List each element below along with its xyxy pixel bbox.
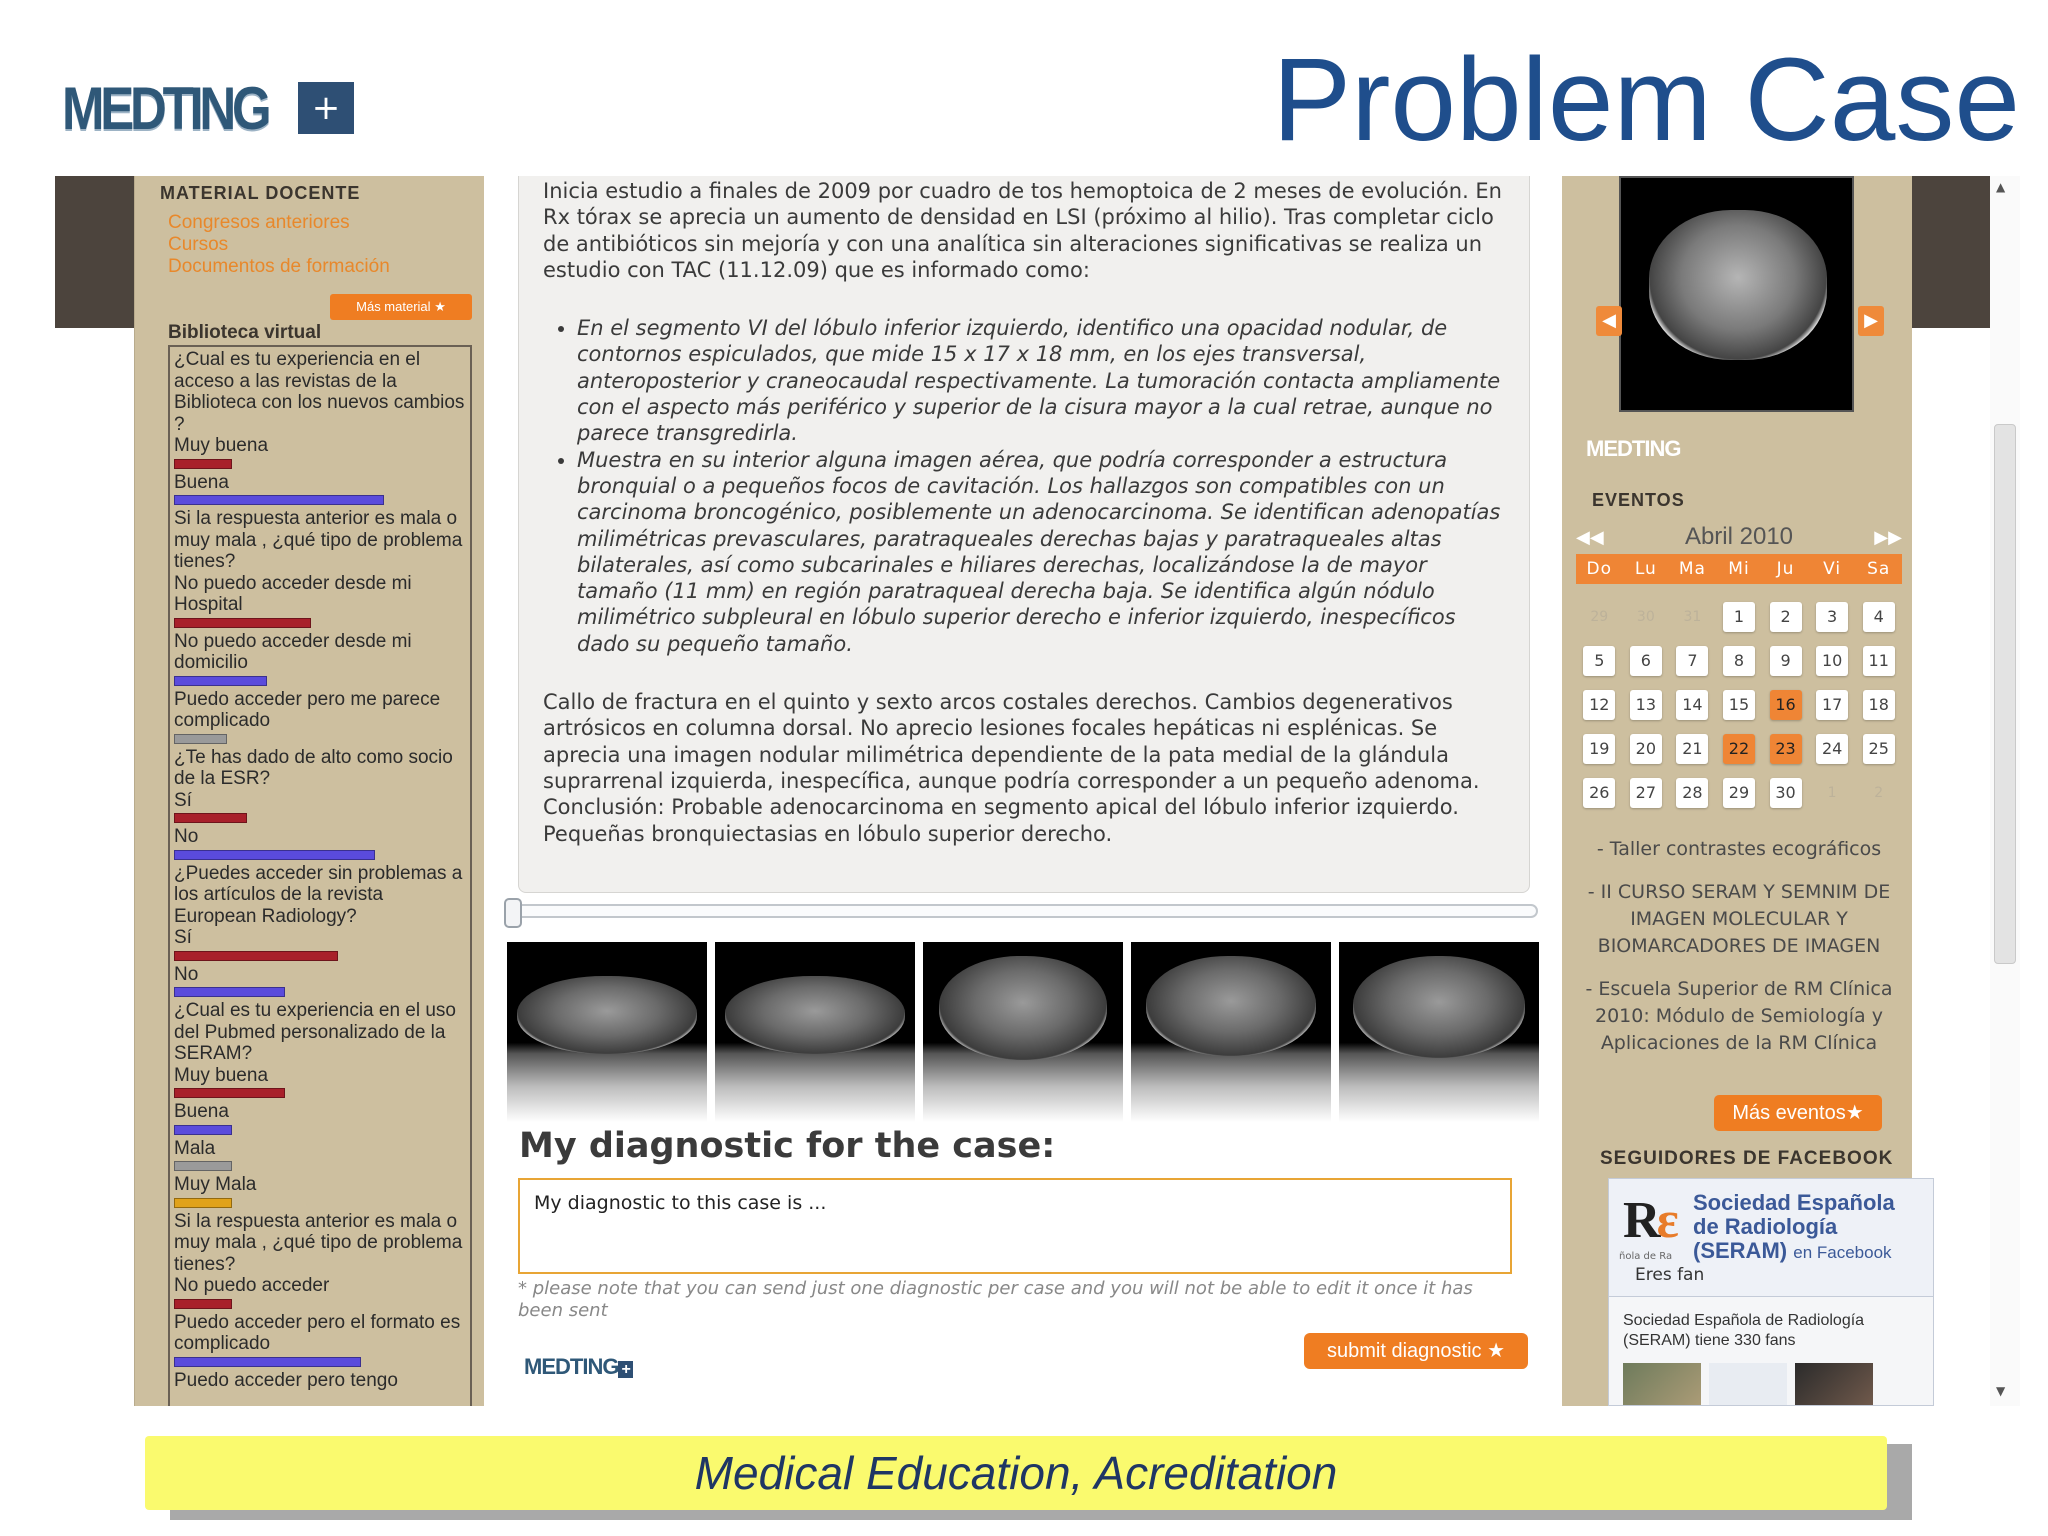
case-finding: • Muestra en su interior alguna imagen aérea, que podría corresponder a estructura bronquial o a pequeños focos de cavitación. Los hallazgos son compatibles con un carcinoma broncogénico, posiblemente un adenocarcinoma. Se identifican adenopatías milimétricas prevasculares, paratraqueales derechas bajas y paratraqueales altas bilaterales, así como subcarinales e hiliares derechas, localizándose la de mayor tamaño (11 mm) en región paratraqueal derecha baja. Se identifica algún nódulo milimétrico subpleural en lóbulo superior derecho e inferior izquierdo, inespecíficos dado su pequeño tamaño. — [577, 447, 1505, 657]
medting-logo — [62, 74, 341, 142]
calendar-day: 31 — [1683, 609, 1702, 625]
poll-result-bar — [174, 1161, 232, 1171]
case-findings-list — [577, 315, 1505, 657]
poll-option[interactable]: No puedo acceder desde mi domicilio — [174, 630, 412, 673]
calendar-day: 1 — [1827, 785, 1837, 801]
case-text-panel — [518, 176, 1530, 893]
weekday-label: Ju — [1776, 559, 1795, 579]
material-docente-heading: MATERIAL DOCENTE — [160, 183, 361, 203]
more-material-button[interactable] — [330, 294, 472, 320]
avatar[interactable] — [1795, 1363, 1873, 1406]
poll-option[interactable]: No — [174, 826, 199, 847]
poll-result-bar — [174, 850, 375, 860]
footer-logo-text: MEDTING — [524, 1354, 619, 1379]
calendar-day[interactable]: 25 — [1863, 734, 1895, 764]
plus-icon: + — [298, 82, 354, 134]
calendar-day[interactable]: 24 — [1816, 734, 1848, 764]
star-icon: ★ — [1487, 1340, 1506, 1362]
poll-option[interactable]: Puedo acceder pero me parece complicado — [174, 688, 441, 731]
case-intro: Inicia estudio a finales de 2009 por cuadro de tos hemoptoica de 2 meses de evolución. En Rx tórax se aprecia un aumento de densidad en LSI (próximo al hilio). Tras completar ciclo de antibióticos sin mejoría y con una analítica sin alteraciones significativas se realiza un estudio con TAC (11.12.09) que es informado como: — [543, 179, 1502, 282]
poll-result-bar — [174, 618, 311, 628]
scrollbar-thumb[interactable] — [1994, 424, 2016, 964]
poll-question: ¿Cual es tu experiencia en el uso del Pubmed personalizado de la SERAM? — [174, 1000, 456, 1064]
case-finding: • En el segmento VI del lóbulo inferior izquierdo, identifico una opacidad nodular, de contornos espiculados, que mide 15 x 17 x 18 mm, en los ejes transversal, anteroposterior y craneocaudal respectivamente. La tumoración contacta ampliamente con el aspecto más periférico y superior de la cisura mayor a la cual retrae, aunque no parece transgredirla. — [577, 315, 1505, 446]
more-material-label: Más material — [356, 299, 431, 314]
header-band-right — [1912, 176, 1990, 328]
poll-option[interactable]: No puedo acceder desde mi Hospital — [174, 572, 412, 615]
ct-thumbnail[interactable] — [1131, 942, 1331, 1122]
calendar-day-event[interactable]: 16 — [1770, 690, 1802, 720]
poll-option[interactable]: Mala — [174, 1137, 216, 1159]
calendar-day[interactable]: 3 — [1816, 602, 1848, 632]
weekday-label: Lu — [1634, 559, 1657, 579]
prev-image-arrow[interactable]: ◀ — [1596, 306, 1622, 336]
fb-org-name: Sociedad Española de Radiología (SERAM) — [1693, 1190, 1895, 1263]
fb-logo-caption: ñola de Ra — [1619, 1251, 1673, 1262]
calendar-day[interactable]: 12 — [1583, 690, 1615, 720]
avatar[interactable] — [1709, 1363, 1787, 1406]
poll-result-bar — [174, 734, 227, 744]
poll-result-bar — [174, 1088, 285, 1098]
calendar-day[interactable]: 1 — [1723, 602, 1755, 632]
calendar-day[interactable]: 21 — [1676, 734, 1708, 764]
poll-question: ¿Puedes acceder sin problemas a los artículos de la revista European Radiology? — [174, 862, 463, 927]
ct-thumbnail[interactable] — [715, 942, 915, 1122]
calendar-prev-icon[interactable]: ◀◀ — [1576, 526, 1604, 547]
event-calendar — [1576, 520, 1902, 808]
next-image-arrow[interactable]: ▶ — [1858, 306, 1884, 336]
ct-thumbnail[interactable] — [507, 942, 707, 1122]
calendar-day[interactable]: 18 — [1863, 690, 1895, 720]
poll-option[interactable]: Buena — [174, 471, 229, 493]
weekday-label: Sa — [1867, 559, 1891, 579]
submit-label: submit diagnostic — [1326, 1340, 1482, 1362]
ct-thumbnail-strip — [507, 942, 1539, 1122]
more-events-button[interactable] — [1714, 1095, 1882, 1131]
calendar-day[interactable]: 11 — [1863, 646, 1895, 676]
plus-icon: + — [618, 1361, 632, 1378]
calendar-day[interactable]: 5 — [1583, 646, 1615, 676]
calendar-day-event[interactable]: 23 — [1770, 734, 1802, 764]
slide-title: Problem Case — [1272, 34, 2020, 166]
poll-option[interactable]: Buena — [174, 1101, 229, 1122]
fb-fan-count: Sociedad Española de Radiología (SERAM) tiene 330 fans — [1623, 1312, 1865, 1349]
calendar-day[interactable]: 2 — [1770, 602, 1802, 632]
calendar-day[interactable]: 20 — [1630, 734, 1662, 764]
image-slider-handle[interactable] — [504, 898, 522, 928]
avatar[interactable] — [1623, 1363, 1701, 1406]
event-item[interactable]: - Escuela Superior de RM Clínica 2010: Módulo de Semiología y Aplicaciones de la RM Clínica — [1585, 978, 1893, 1054]
event-item[interactable]: - II CURSO SERAM Y SEMNIM DE IMAGEN MOLECULAR Y BIOMARCADORES DE IMAGEN — [1587, 881, 1891, 957]
calendar-day[interactable]: 28 — [1676, 778, 1708, 808]
case-closing: Callo de fractura en el quinto y sexto arcos costales derechos. Cambios degenerativos artrósicos en columna dorsal. No aprecio lesiones focales hepáticas ni esplénicas. Se aprecia una imagen nodular milimétrica dependiente de la pata medial de la glándula suprarrenal izquierda, inespecífica, aunque podría corresponder a un pequeño adenoma. Conclusión: Probable adenocarcinoma en segmento apical del lóbulo inferior izquierdo. Pequeñas bronquiectasias en lóbulo superior derecho. — [543, 690, 1480, 846]
calendar-day[interactable]: 15 — [1723, 690, 1755, 720]
calendar-weekdays — [1576, 554, 1902, 584]
diagnostic-heading: My diagnostic for the case: — [519, 1126, 1056, 1166]
link-cursos[interactable]: Cursos — [168, 234, 229, 255]
facebook-widget — [1608, 1178, 1934, 1406]
calendar-month: Abril 2010 — [1684, 523, 1794, 550]
weekday-label: Ma — [1678, 559, 1706, 579]
fb-fan-avatars — [1623, 1363, 1873, 1406]
seram-logo-icon: Rε — [1623, 1192, 1675, 1249]
event-item[interactable]: - Taller contrastes ecográficos — [1596, 838, 1882, 860]
diagnostic-input[interactable] — [518, 1178, 1512, 1274]
logo-text: MEDTING — [62, 74, 268, 142]
poll-list — [168, 345, 472, 1406]
poll-question: ¿Cual es tu experiencia en el acceso a las revistas de la Biblioteca con los nuevos cambios ? — [174, 349, 465, 435]
poll-result-bar — [174, 951, 338, 961]
poll-question: Puedo acceder pero tengo — [174, 1369, 398, 1391]
event-list — [1578, 836, 1900, 1057]
biblioteca-heading: Biblioteca virtual — [168, 322, 322, 343]
poll-option[interactable]: Sí — [174, 927, 192, 948]
poll-result-bar — [174, 813, 247, 823]
featured-ct-image — [1619, 176, 1854, 412]
calendar-day[interactable]: 6 — [1630, 646, 1662, 676]
calendar-day: 2 — [1874, 785, 1884, 801]
poll-option[interactable]: No — [174, 963, 199, 985]
poll-result-bar — [174, 1299, 232, 1309]
calendar-day[interactable]: 9 — [1770, 646, 1802, 676]
submit-diagnostic-button[interactable] — [1304, 1333, 1528, 1369]
image-slider-track[interactable] — [508, 904, 1538, 918]
calendar-day[interactable]: 29 — [1723, 778, 1755, 808]
poll-result-bar — [174, 1125, 232, 1135]
calendar-day: 29 — [1590, 609, 1609, 625]
ct-thumbnail[interactable] — [1339, 942, 1539, 1122]
more-events-label: Más eventos — [1732, 1102, 1846, 1124]
poll-result-bar — [174, 1357, 361, 1367]
poll-option[interactable]: No puedo acceder — [174, 1275, 330, 1296]
calendar-day[interactable]: 8 — [1723, 646, 1755, 676]
facebook-heading: SEGUIDORES DE FACEBOOK — [1600, 1148, 1894, 1169]
star-icon: ★ — [434, 299, 446, 314]
poll-result-bar — [174, 1198, 232, 1208]
poll-option[interactable]: Muy buena — [174, 435, 269, 456]
calendar-day[interactable]: 10 — [1816, 646, 1848, 676]
poll-question: Si la respuesta anterior es mala o muy mala , ¿qué tipo de problema tienes? — [174, 508, 463, 572]
calendar-day[interactable]: 4 — [1863, 602, 1895, 632]
calendar-day[interactable]: 19 — [1583, 734, 1615, 764]
calendar-day[interactable]: 7 — [1676, 646, 1708, 676]
calendar-day[interactable]: 13 — [1630, 690, 1662, 720]
facebook-header — [1609, 1179, 1933, 1297]
poll-result-bar — [174, 459, 232, 469]
calendar-day[interactable]: 14 — [1676, 690, 1708, 720]
material-links — [168, 212, 390, 278]
scroll-down-icon[interactable]: ▼ — [1996, 1384, 2006, 1398]
link-congresos[interactable]: Congresos anteriores — [168, 212, 350, 233]
calendar-day[interactable]: 30 — [1770, 778, 1802, 808]
poll-option[interactable]: Muy Mala — [174, 1174, 257, 1195]
poll-question: Si la respuesta anterior es mala o muy mala , ¿qué tipo de problema tienes? — [174, 1210, 463, 1275]
weekday-label: Mi — [1728, 559, 1750, 579]
slide-banner: Medical Education, Acreditation — [145, 1436, 1887, 1510]
poll-option[interactable]: Sí — [174, 789, 192, 811]
calendar-day: 30 — [1636, 609, 1655, 625]
poll-option[interactable]: Muy buena — [174, 1064, 269, 1086]
brand-logo: MEDTING — [1586, 436, 1681, 461]
poll-result-bar — [174, 987, 285, 997]
star-icon: ★ — [1845, 1102, 1864, 1124]
poll-question: ¿Te has dado de alto como socio de la ESR? — [174, 746, 453, 789]
weekday-label: Vi — [1823, 559, 1842, 579]
footer-logo — [524, 1354, 633, 1380]
eventos-heading: EVENTOS — [1592, 490, 1685, 510]
poll-result-bar — [174, 495, 384, 505]
diagnostic-note: * please note that you can send just one diagnostic per case and you will not be able to edit it once it has been sent — [518, 1278, 1473, 1321]
calendar-day[interactable]: 26 — [1583, 778, 1615, 808]
calendar-header — [1576, 520, 1902, 554]
fb-suffix: en Facebook — [1793, 1243, 1892, 1262]
fb-page-name[interactable] — [1693, 1191, 1925, 1265]
calendar-day-event[interactable]: 22 — [1723, 734, 1755, 764]
link-documentos[interactable]: Documentos de formación — [168, 256, 390, 277]
poll-option[interactable]: Puedo acceder pero el formato es complicado — [174, 1311, 461, 1354]
fb-fan-status: Eres fan — [1635, 1265, 1705, 1285]
ct-thumbnail[interactable] — [923, 942, 1123, 1122]
poll-result-bar — [174, 676, 267, 686]
calendar-next-icon[interactable]: ▶▶ — [1874, 526, 1902, 547]
weekday-label: Do — [1586, 559, 1613, 579]
calendar-day[interactable]: 17 — [1816, 690, 1848, 720]
calendar-days — [1576, 602, 1902, 808]
calendar-day[interactable]: 27 — [1630, 778, 1662, 808]
header-band-left — [55, 176, 135, 328]
scroll-up-icon[interactable]: ▲ — [1996, 180, 2006, 194]
